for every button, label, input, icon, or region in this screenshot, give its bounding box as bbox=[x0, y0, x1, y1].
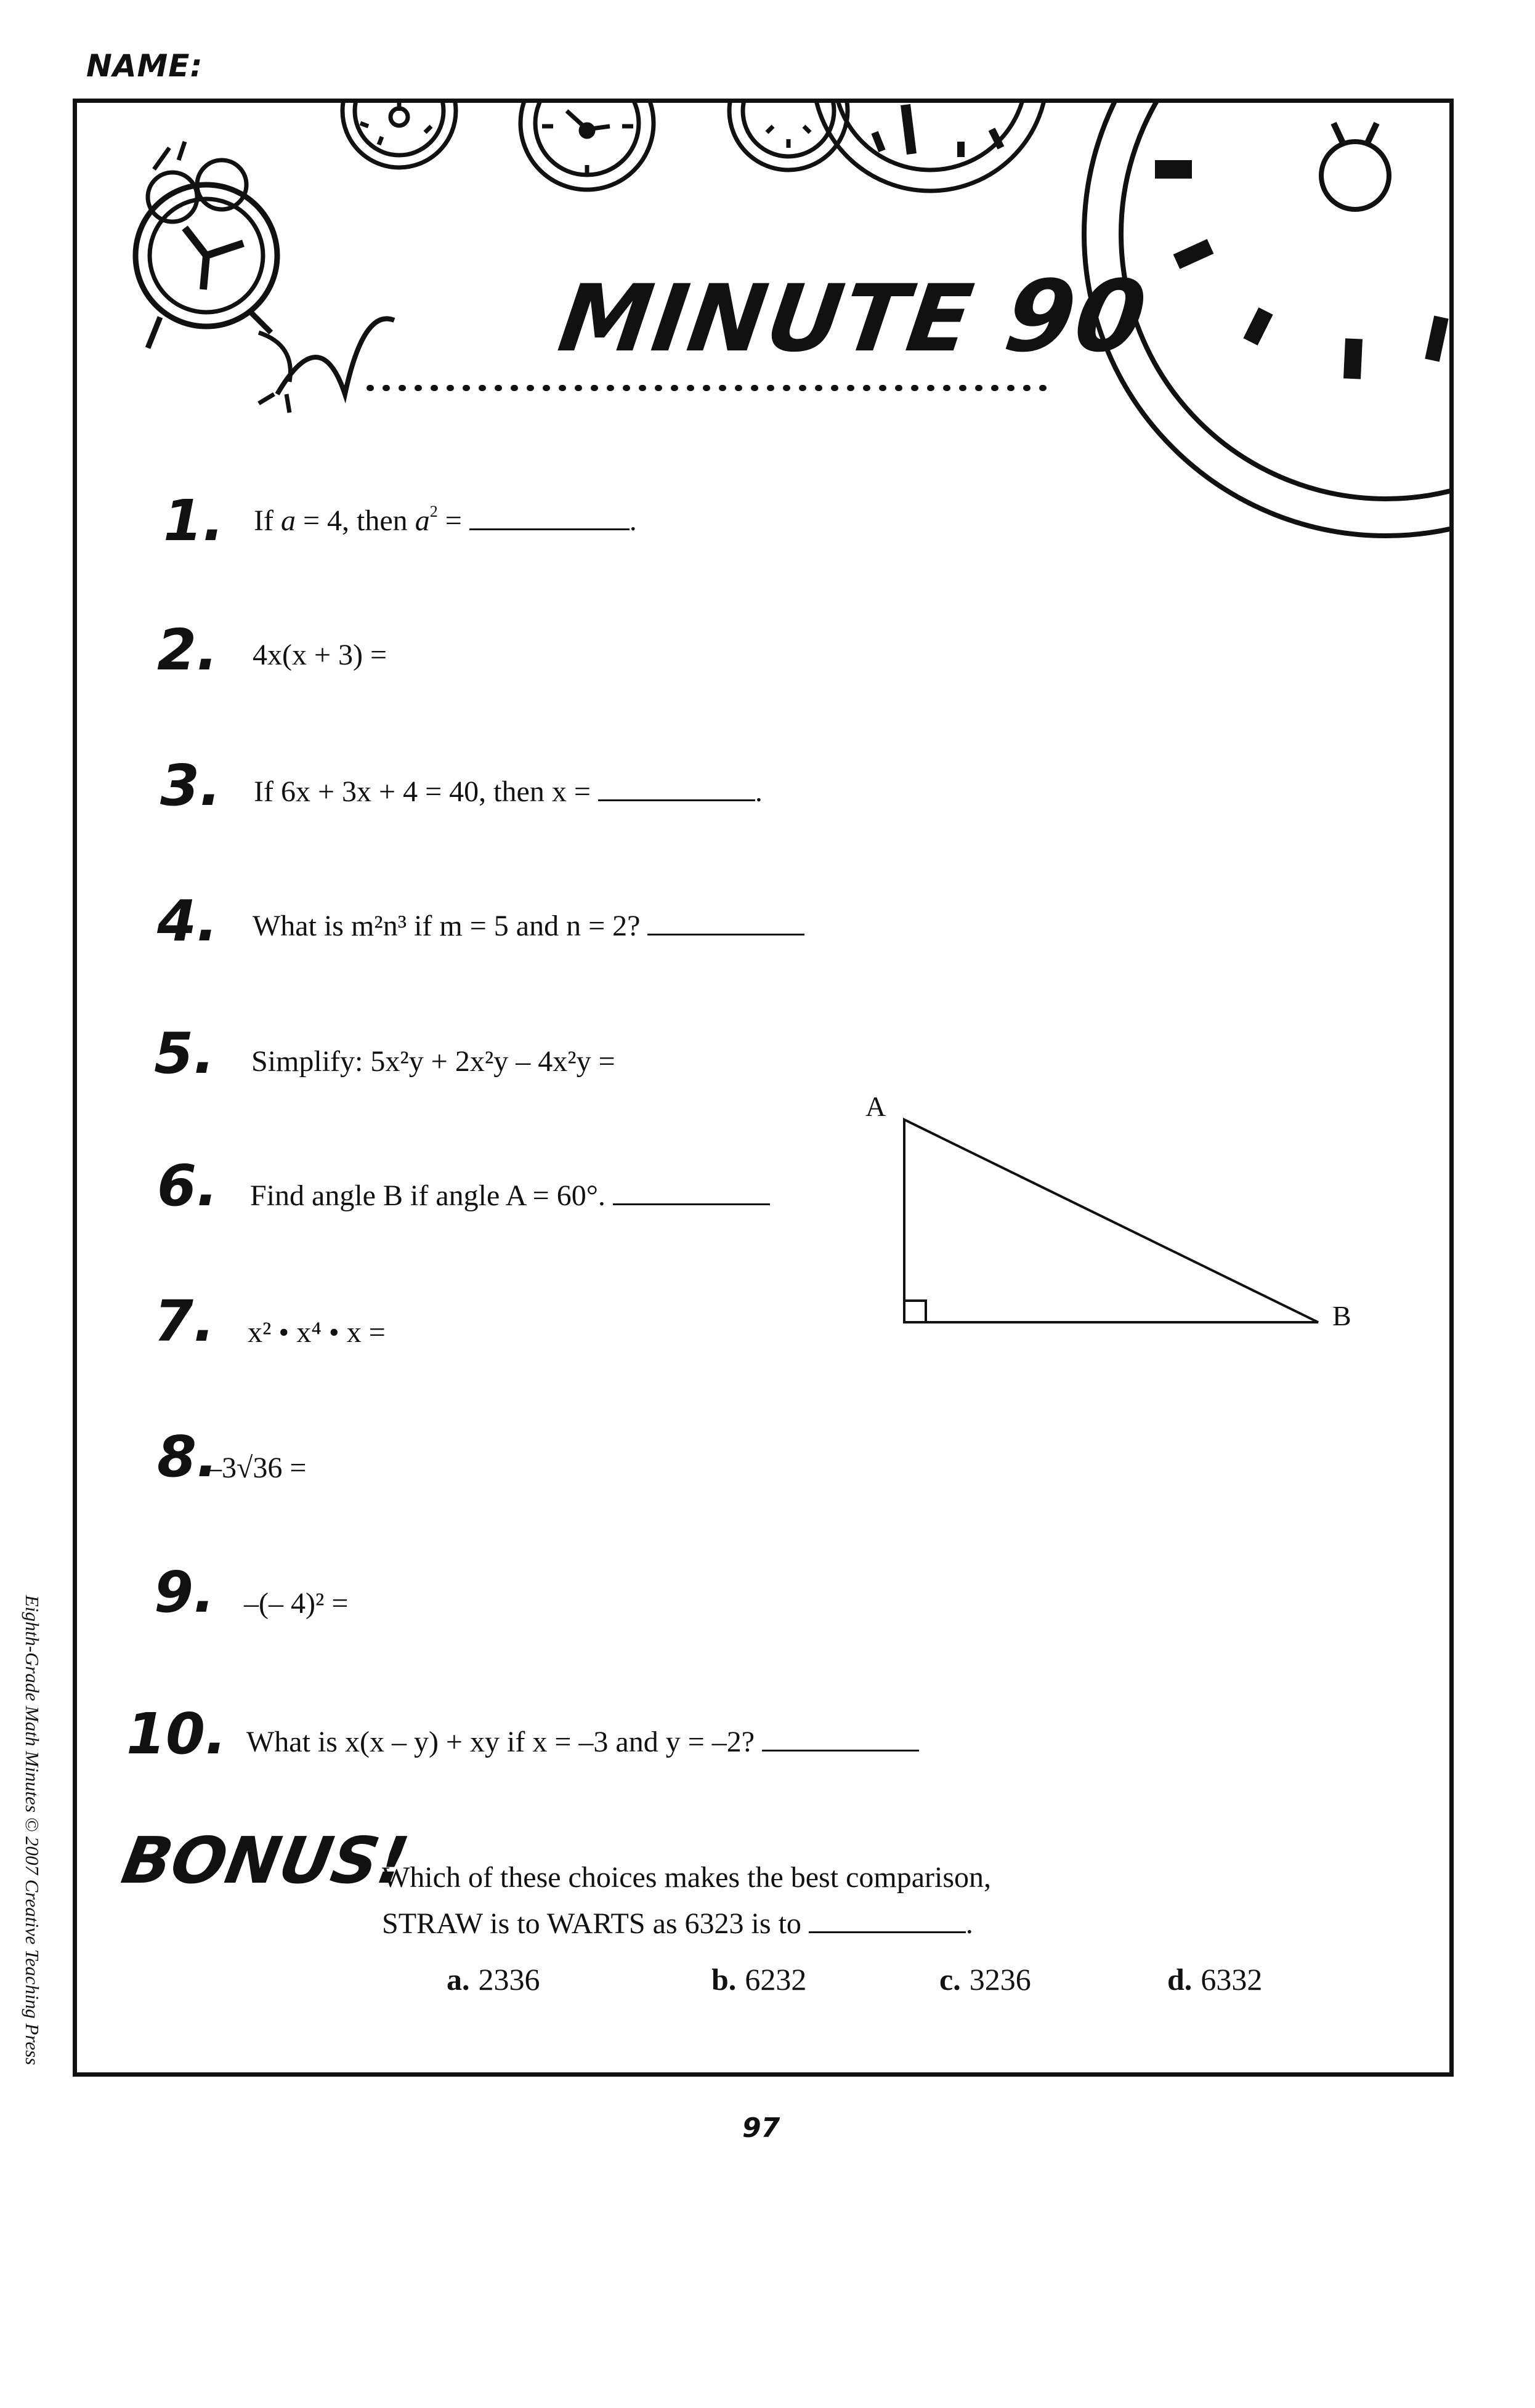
small-clock-icon-1 bbox=[342, 54, 456, 168]
bonus-heading: BONUS! bbox=[116, 1823, 415, 1898]
question-6-text: Find angle B if angle A = 60°. bbox=[250, 1181, 770, 1211]
name-label: NAME: bbox=[86, 48, 203, 84]
answer-blank[interactable] bbox=[469, 526, 630, 530]
question-number: 3. bbox=[160, 753, 221, 818]
answer-blank[interactable] bbox=[647, 931, 804, 935]
triangle-vertex-b: B bbox=[1332, 1300, 1351, 1331]
question-5-text: Simplify: 5x²y + 2x²y – 4x²y = bbox=[251, 1045, 615, 1078]
question-2-text: 4x(x + 3) = bbox=[253, 639, 387, 671]
question-number: 2. bbox=[157, 617, 218, 683]
question-10-text: What is x(x – y) + xy if x = –3 and y = –2? bbox=[246, 1727, 919, 1757]
medium-clock-icon bbox=[813, 0, 1047, 191]
title-number: 90 bbox=[998, 259, 1154, 374]
page-title bbox=[553, 259, 1154, 374]
question-number: 8. bbox=[157, 1424, 218, 1490]
question-number: 6. bbox=[157, 1153, 218, 1219]
question-number: 1. bbox=[163, 488, 224, 554]
bonus-choice-a[interactable]: a. 2336 bbox=[447, 1962, 540, 1997]
side-credit: Eighth-Grade Math Minutes © 2007 Creative Teaching Press bbox=[22, 1595, 43, 2066]
question-number: 4. bbox=[157, 888, 218, 954]
answer-blank[interactable] bbox=[613, 1201, 770, 1205]
question-number: 9. bbox=[154, 1559, 215, 1625]
bonus-question-line-1: Which of these choices makes the best comparison, bbox=[382, 1861, 992, 1894]
bonus-choice-b[interactable]: b. 6232 bbox=[711, 1962, 807, 1997]
question-9-text: –(– 4)² = bbox=[244, 1587, 349, 1620]
page-number: 97 bbox=[742, 2112, 780, 2144]
question-1-text: If a = 4, then $a^2$ = . bbox=[254, 503, 637, 537]
bonus-question-line-2: STRAW is to WARTS as 6323 is to . bbox=[382, 1907, 973, 1940]
question-number: 10. bbox=[126, 1701, 227, 1767]
question-7-text: x² • x⁴ • x = bbox=[248, 1316, 386, 1349]
question-8-text: –3√36 = bbox=[207, 1452, 307, 1484]
question-number: 7. bbox=[154, 1288, 215, 1354]
bonus-choice-d[interactable]: d. 6332 bbox=[1167, 1962, 1263, 1997]
question-4-text: What is m²n³ if m = 5 and n = 2? bbox=[253, 911, 804, 941]
answer-blank[interactable] bbox=[598, 797, 755, 801]
bonus-choice-c[interactable]: c. 3236 bbox=[939, 1962, 1031, 1997]
triangle-vertex-a: A bbox=[865, 1091, 886, 1122]
alarm-clock-icon bbox=[136, 142, 394, 413]
small-clock-icon-2 bbox=[520, 57, 654, 190]
question-3-text: If 6x + 3x + 4 = 40, then x = . bbox=[254, 775, 763, 808]
answer-blank[interactable] bbox=[809, 1929, 966, 1933]
question-number: 5. bbox=[154, 1020, 215, 1086]
answer-blank[interactable] bbox=[762, 1747, 919, 1751]
small-clock-icon-3 bbox=[729, 52, 848, 170]
right-triangle-figure bbox=[904, 1120, 1318, 1322]
title-word: MINUTE bbox=[553, 265, 980, 373]
